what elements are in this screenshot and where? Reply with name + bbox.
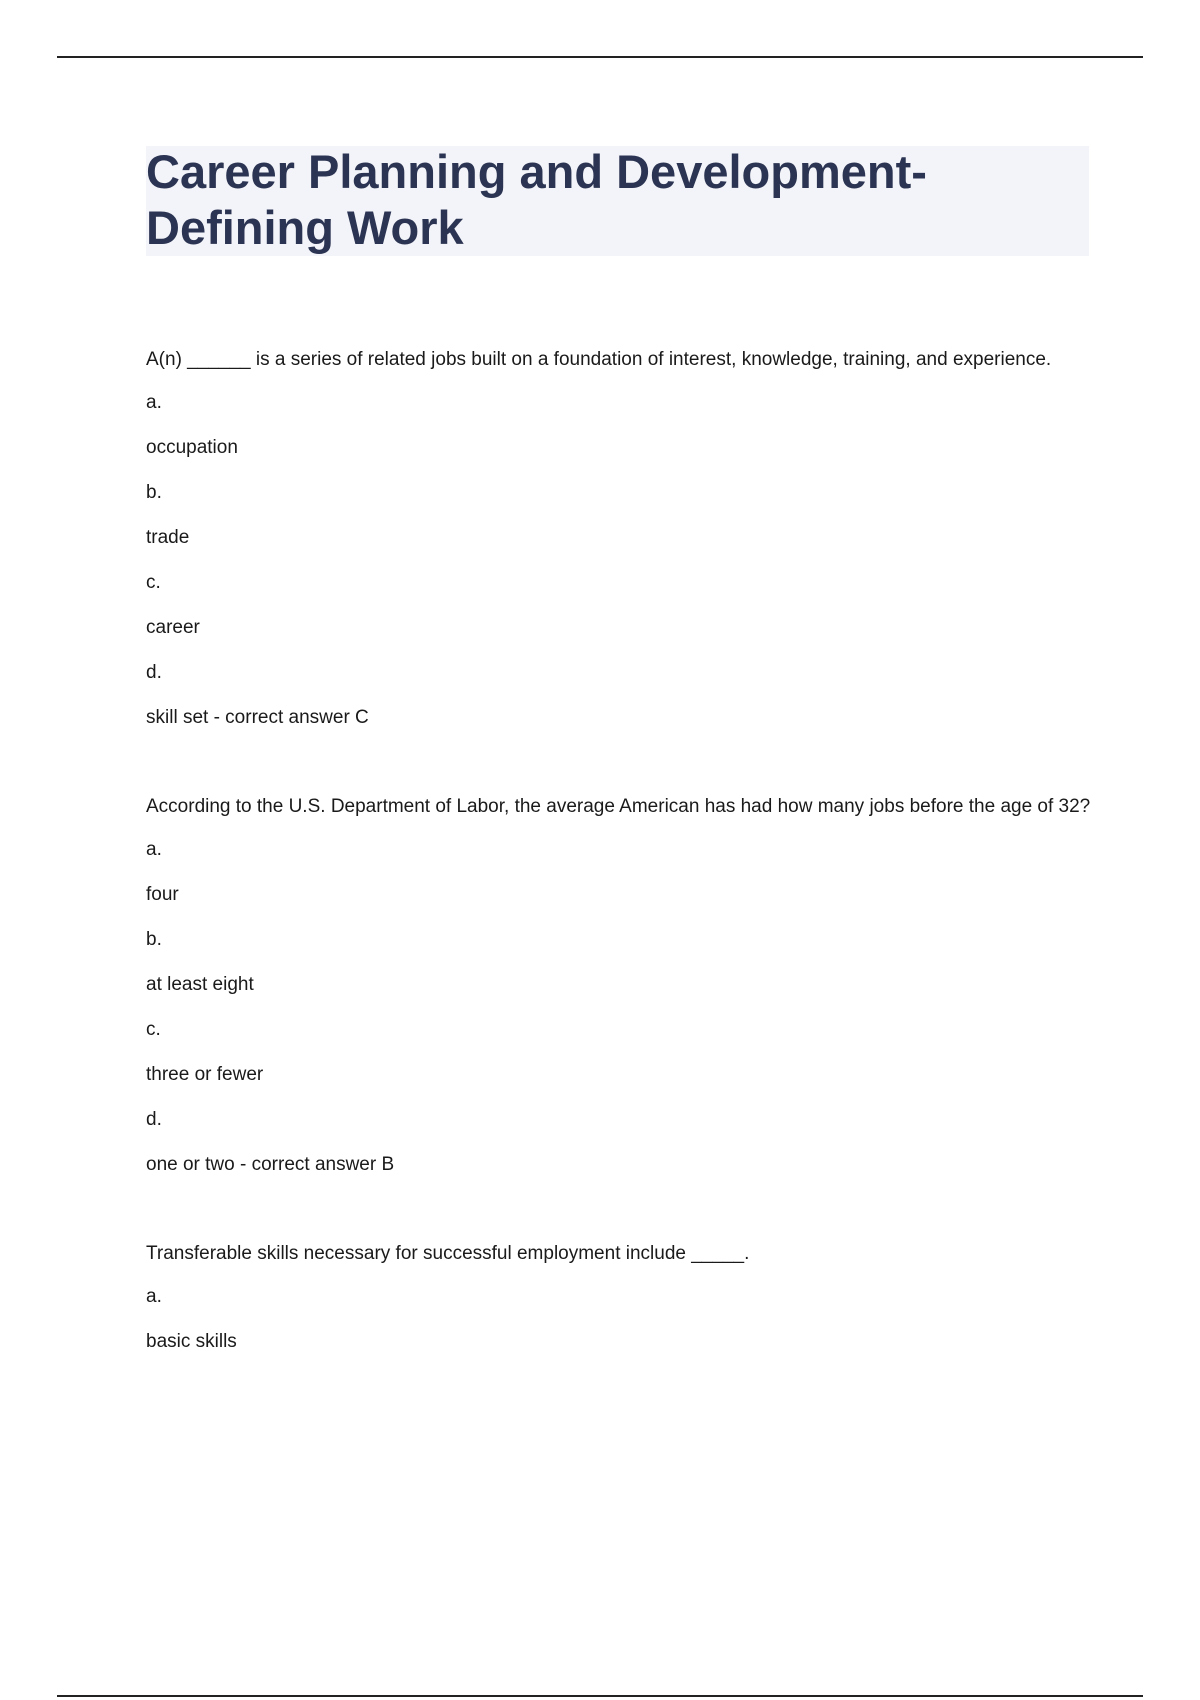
option-text: three or fewer <box>146 1064 264 1085</box>
option-letter: a. <box>146 1286 162 1307</box>
option-text: at least eight <box>146 974 254 995</box>
option-letter: a. <box>146 839 162 860</box>
option-text: four <box>146 884 179 905</box>
option-text: occupation <box>146 437 238 458</box>
question-block <box>146 345 1096 732</box>
option-letter: b. <box>146 929 162 950</box>
question-block <box>146 1239 1096 1356</box>
option-text: basic skills <box>146 1331 237 1352</box>
question-text: Transferable skills necessary for successful employment include _____. <box>146 1243 750 1264</box>
option-letter: c. <box>146 1019 161 1040</box>
document-body <box>146 345 1096 1416</box>
option-text: career <box>146 617 200 638</box>
option-text: skill set - correct answer C <box>146 707 369 728</box>
top-rule <box>57 56 1143 58</box>
option-text: one or two - correct answer B <box>146 1154 395 1175</box>
option-letter: a. <box>146 392 162 413</box>
option-letter: b. <box>146 482 162 503</box>
question-block <box>146 792 1096 1179</box>
bottom-rule <box>57 1695 1143 1697</box>
question-text: A(n) ______ is a series of related jobs built on a foundation of interest, knowledge, training, and experience. <box>146 349 1052 370</box>
option-letter: d. <box>146 1109 162 1130</box>
option-text: trade <box>146 527 190 548</box>
option-letter: d. <box>146 662 162 683</box>
document-title: Career Planning and Development- Defining Work <box>146 145 927 254</box>
option-letter: c. <box>146 572 161 593</box>
question-text: According to the U.S. Department of Labor, the average American has had how many jobs before the age of 32? <box>146 796 1091 817</box>
